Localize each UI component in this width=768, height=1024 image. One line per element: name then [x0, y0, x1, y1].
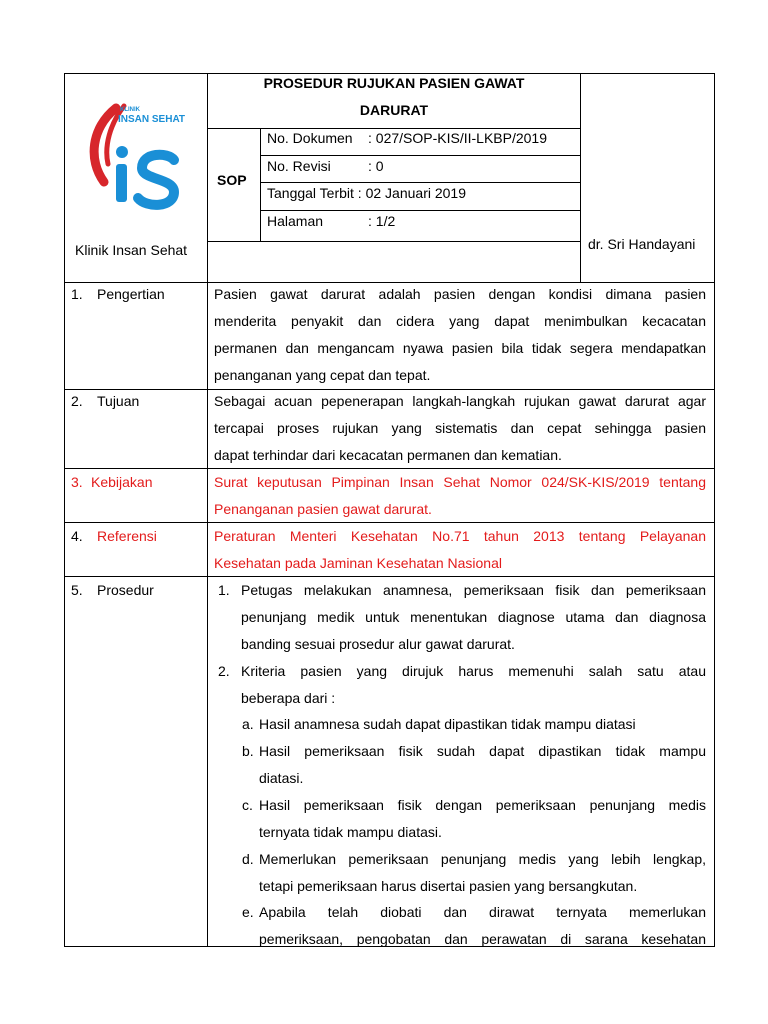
sub-item-line: pemeriksaan, pengobatan dan perawatan di sarana kesehatan [259, 931, 706, 947]
pengertian-line: Pasien gawat darurat adalah pasien dengan kondisi dimana pasien [214, 286, 706, 302]
sub-item-letter: e. [242, 904, 254, 920]
sub-item-letter: d. [242, 851, 254, 867]
referensi-line: Kesehatan pada Jaminan Kesehatan Nasional [214, 555, 502, 571]
sub-item-line: Hasil pemeriksaan fisik sudah dapat dipastikan tidak mampu [259, 743, 706, 759]
revision-value: : 0 [368, 158, 384, 174]
logo-text-small: KLINIK [120, 107, 140, 113]
section-number: 5. [71, 582, 83, 598]
tujuan-line: dapat terhindar dari kecacatan permanen dan kematian. [214, 447, 562, 463]
row-line-4 [64, 576, 715, 577]
date-row-line [260, 210, 581, 211]
body-column-divider [207, 282, 208, 947]
procedure-item-line: beberapa dari : [241, 690, 336, 706]
section-number: 1. [71, 286, 83, 302]
referensi-line: Peraturan Menteri Kesehatan No.71 tahun 2013 tentang Pelayanan [214, 528, 706, 544]
sub-item-letter: a. [242, 716, 254, 732]
sub-item-line: ternyata tidak mampu diatasi. [259, 824, 442, 840]
sub-item-letter: b. [242, 743, 254, 759]
sub-item-line: Memerlukan pemeriksaan penunjang medis yang lebih lengkap, [259, 851, 706, 867]
section-number: 4. [71, 528, 83, 544]
page-value: : 1/2 [368, 213, 396, 229]
section-label-kebijakan: Kebijakan [91, 474, 153, 490]
clinic-logo [86, 98, 186, 218]
header-bottom-line [64, 282, 715, 283]
sub-item-line: diatasi. [259, 770, 304, 786]
section-number: 2. [71, 393, 83, 409]
row-line-2 [64, 468, 715, 469]
pengertian-line: permanen dan mengancam nyawa pasien bila tidak segera mendapatkan [214, 340, 706, 356]
document-title-line2: DARURAT [359, 102, 429, 118]
sop-label: SOP [217, 172, 247, 188]
sub-item-line: Hasil anamnesa sudah dapat dipastikan tidak mampu diatasi [259, 716, 636, 732]
procedure-item-line: Petugas melakukan anamnesa, pemeriksaan fisik dan pemeriksaan [241, 582, 706, 598]
doc-number-value: : 027/SOP-KIS/II-LKBP/2019 [368, 130, 547, 146]
sub-item-line: tetapi pemeriksaan harus disertai pasien yang bersangkutan. [259, 878, 638, 894]
kebijakan-line: Surat keputusan Pimpinan Insan Sehat Nomor 024/SK-KIS/2019 tentang [214, 474, 706, 490]
pengertian-line: menderita penyakit dan cidera yang dapat menimbulkan kecacatan [214, 313, 706, 329]
issue-date: Tanggal Terbit : 02 Januari 2019 [267, 185, 466, 201]
tujuan-line: Sebagai acuan pepenerapan langkah-langkah rujukan gawat darurat agar [214, 393, 706, 409]
sop-block-bottom-line [207, 241, 581, 242]
sop-column-divider [260, 128, 261, 241]
section-label-tujuan: Tujuan [97, 393, 140, 409]
procedure-item-number: 2. [218, 663, 230, 679]
row-line-1 [64, 389, 715, 390]
rev-row-line [260, 182, 581, 183]
sub-item-line: Apabila telah diobati dan dirawat ternyata memerlukan [259, 904, 706, 920]
doc-number-label: No. Dokumen [267, 130, 353, 146]
row-line-3 [64, 522, 715, 523]
page-label: Halaman [267, 213, 324, 229]
kebijakan-line: Penanganan pasien gawat darurat. [214, 501, 432, 517]
header-divider-right [580, 73, 581, 282]
procedure-item-line: Kriteria pasien yang dirujuk harus memenuhi salah satu atau [241, 663, 706, 679]
section-label-referensi: Referensi [97, 528, 157, 544]
clinic-name: Klinik Insan Sehat [75, 242, 188, 258]
logo-text-big: INSAN SEHAT [118, 114, 186, 125]
sub-item-line: Hasil pemeriksaan fisik dengan pemeriksaan penunjang medis [259, 797, 706, 813]
section-label-pengertian: Pengertian [97, 286, 165, 302]
signatory-name: dr. Sri Handayani [588, 236, 696, 252]
revision-label: No. Revisi [267, 158, 331, 174]
procedure-item-line: banding sesuai prosedur alur gawat darurat. [241, 636, 515, 652]
document-title-line1: PROSEDUR RUJUKAN PASIEN GAWAT [263, 75, 525, 91]
procedure-item-line: penunjang medik untuk menentukan diagnose utama dan diagnosa [241, 609, 706, 625]
pengertian-line: penanganan yang cepat dan tepat. [214, 367, 431, 383]
sub-item-letter: c. [242, 797, 253, 813]
doc-row-line [260, 155, 581, 156]
tujuan-line: tercapai proses rujukan yang sistematis dan cepat sehingga pasien [214, 420, 706, 436]
section-label-prosedur: Prosedur [97, 582, 154, 598]
section-number: 3. [71, 474, 83, 490]
procedure-item-number: 1. [218, 582, 230, 598]
